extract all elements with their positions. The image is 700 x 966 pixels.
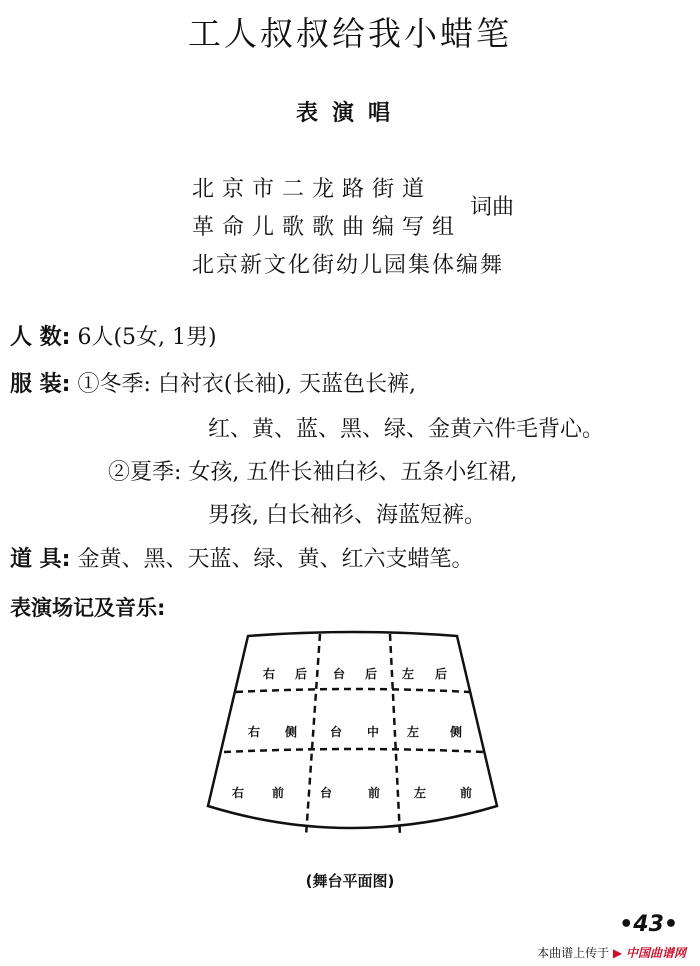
cell-r2-2: 侧 (285, 725, 298, 739)
cell-r3-3: 台 (320, 786, 333, 800)
footer-text: 本曲谱上传于 (537, 946, 610, 960)
page-title: 工人叔叔给我小蜡笔 (188, 14, 512, 53)
stage-divider-h1 (236, 689, 470, 692)
stage-divider-v2 (390, 634, 400, 836)
stage-divider-v1 (306, 634, 320, 836)
cell-r1-5: 左 (402, 667, 415, 681)
footer-logo-icon: ▶ (612, 946, 623, 960)
props-value: 金黄、黑、天蓝、绿、黄、红六支蜡笔。 (77, 547, 474, 572)
cell-r3-5: 左 (414, 786, 427, 800)
people-label: 人 数: (10, 325, 71, 350)
cell-r3-1: 右 (232, 786, 245, 800)
cell-r1-6: 后 (435, 667, 448, 681)
costume-label: 服 装: (10, 372, 71, 397)
cell-r1-4: 后 (365, 667, 378, 681)
cell-r1-3: 台 (333, 667, 346, 681)
footer (537, 944, 686, 961)
section-title: 表演场记及音乐: (10, 596, 166, 620)
credit-ci-qu: 词曲 (470, 195, 515, 220)
cell-r1-1: 右 (263, 667, 276, 681)
props-label: 道 具: (10, 547, 71, 572)
summer-costume-cont: 男孩, 白长袖衫、海蓝短裤。 (208, 503, 486, 528)
cell-r3-2: 前 (272, 786, 285, 800)
winter-costume-cont: 红、黄、蓝、黑、绿、金黄六件毛背心。 (208, 417, 605, 442)
cell-r2-6: 侧 (450, 725, 463, 739)
cell-r2-5: 左 (407, 725, 420, 739)
cell-r2-3: 台 (330, 725, 343, 739)
stage-divider-h2 (224, 749, 484, 752)
page-number: •43• (619, 912, 678, 937)
people-value: 6人(5女, 1男) (77, 325, 217, 350)
credit-line-1: 北京市二龙路街道 (192, 177, 433, 202)
winter-costume: ①冬季: 白衬衣(长袖), 天蓝色长裤, (77, 372, 417, 397)
subtitle: 表演唱 (295, 101, 404, 126)
cell-r2-4: 中 (367, 725, 380, 739)
cell-r3-6: 前 (460, 786, 473, 800)
summer-costume: ②夏季: 女孩, 五件长袖白衫、五条小红裙, (108, 460, 518, 485)
cell-r3-4: 前 (368, 786, 381, 800)
footer-brand[interactable]: 中国曲谱网 (625, 946, 686, 960)
credit-line-3: 北京新文化街幼儿园集体编舞 (192, 253, 505, 278)
cell-r1-2: 后 (295, 667, 308, 681)
cell-r2-1: 右 (248, 725, 261, 739)
stage-caption: (舞台平面图) (305, 872, 395, 890)
credit-line-2: 革命儿歌歌曲编写组 (192, 215, 463, 240)
